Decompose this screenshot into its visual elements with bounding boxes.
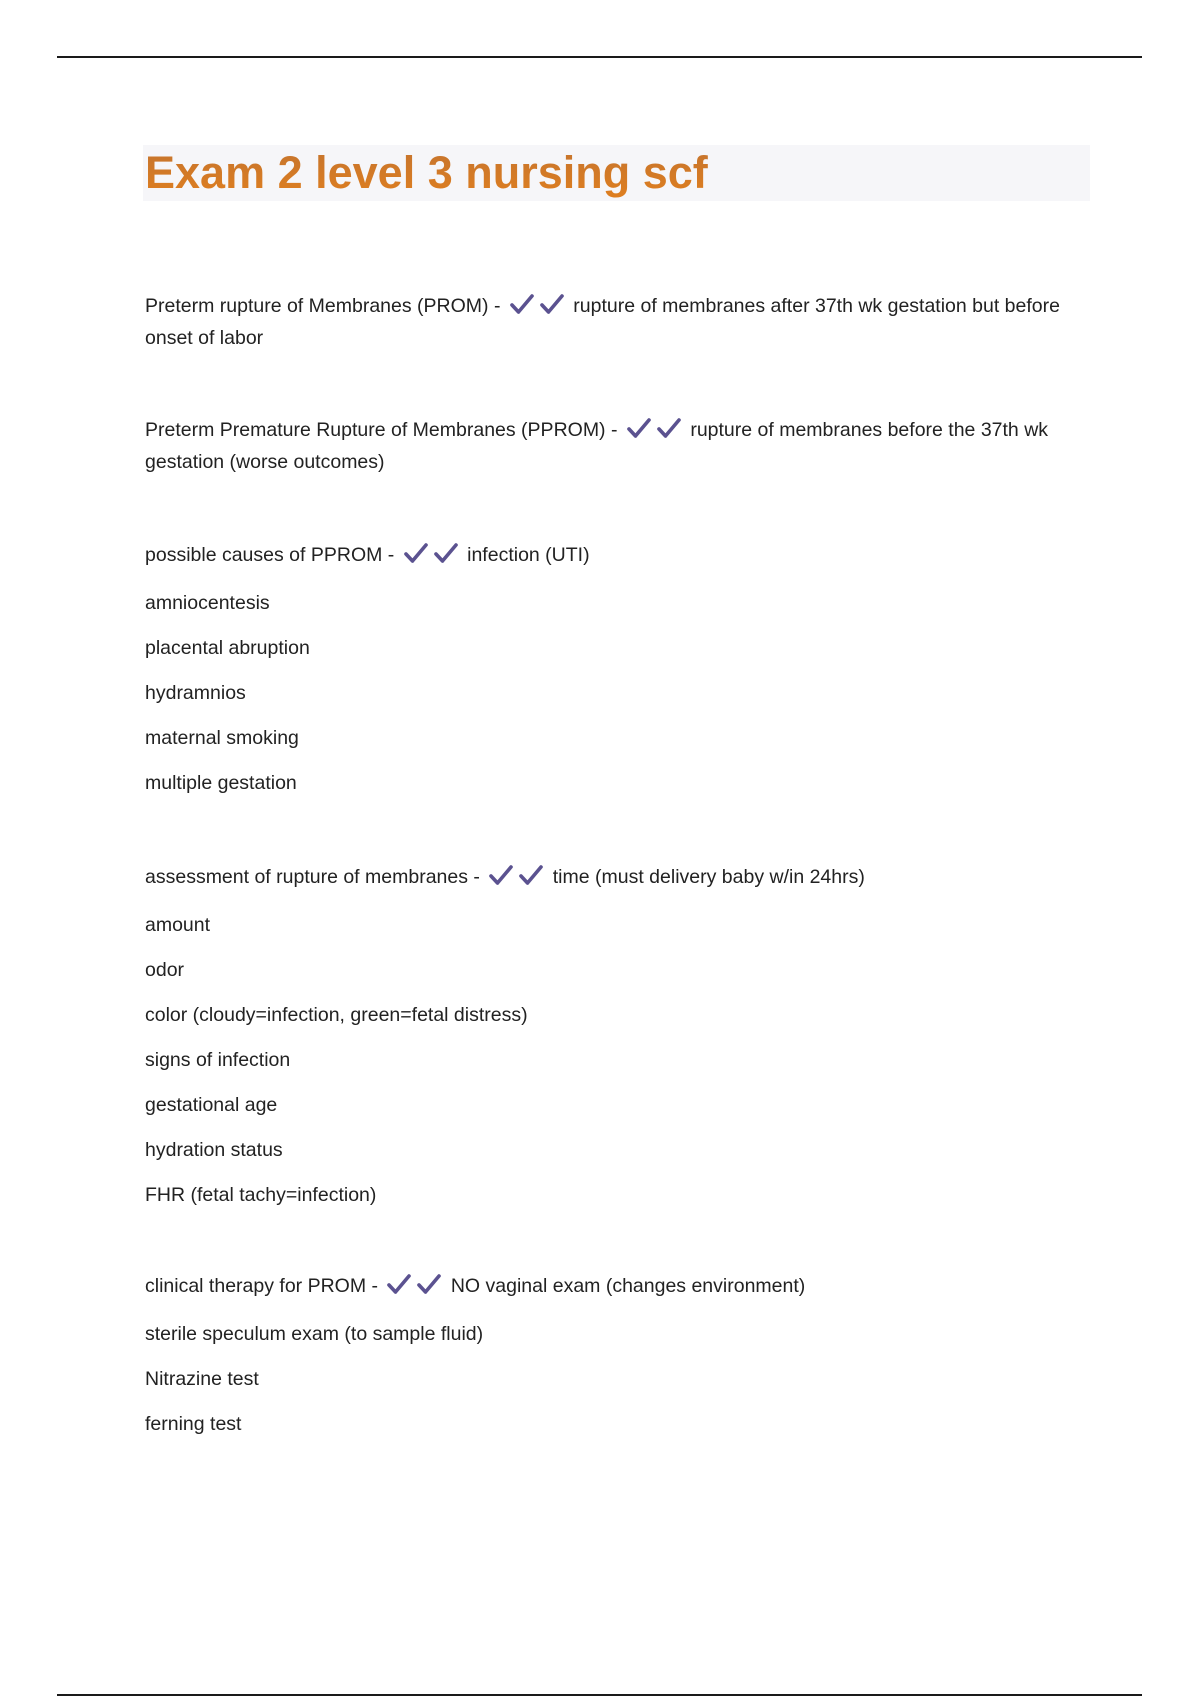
answer-line: hydration status	[145, 1139, 283, 1161]
checkmark-icon	[434, 542, 458, 564]
flashcard	[145, 541, 1095, 798]
flashcard-answer: rupture of membranes after 37th wk gestation but before onset of labor	[145, 295, 1060, 349]
separator: -	[610, 419, 618, 441]
flashcard-list	[145, 292, 1095, 1500]
flashcard-answer: infection (UTI)	[467, 544, 590, 566]
answer-line: amniocentesis	[145, 592, 270, 614]
checkmarks	[404, 542, 458, 573]
flashcard-entry	[145, 541, 1095, 573]
answer-line: FHR (fetal tachy=infection)	[145, 1184, 377, 1206]
checkmarks	[489, 864, 543, 895]
checkmarks	[387, 1273, 441, 1304]
answer-line: signs of infection	[145, 1049, 291, 1071]
checkmark-icon	[657, 417, 681, 439]
separator: -	[493, 295, 501, 317]
answer-line: gestational age	[145, 1094, 278, 1116]
flashcard-question: Preterm Premature Rupture of Membranes (PPROM)	[145, 419, 606, 441]
flashcard-question: Preterm rupture of Membranes (PROM)	[145, 295, 489, 317]
answer-line: multiple gestation	[145, 772, 297, 794]
checkmark-icon	[627, 417, 651, 439]
answer-line: placental abruption	[145, 637, 310, 659]
flashcard	[145, 292, 1095, 353]
checkmarks	[510, 293, 564, 324]
checkmark-icon	[489, 864, 513, 886]
flashcard-answer: NO vaginal exam (changes environment)	[450, 1275, 806, 1297]
separator: -	[473, 866, 480, 888]
header-rule	[57, 56, 1142, 58]
answer-line: sterile speculum exam (to sample fluid)	[145, 1323, 484, 1345]
answer-line: maternal smoking	[145, 727, 299, 749]
flashcard	[145, 416, 1095, 477]
flashcard-question: assessment of rupture of membranes	[145, 866, 468, 888]
page-title: Exam 2 level 3 nursing scf	[145, 147, 708, 198]
separator: -	[371, 1275, 378, 1297]
flashcard-entry	[145, 292, 1095, 353]
answer-line: ferning test	[145, 1413, 242, 1435]
flashcard-answer: rupture of membranes before the 37th wk gestation (worse outcomes)	[145, 419, 1049, 473]
answer-line: hydramnios	[145, 682, 246, 704]
checkmark-icon	[519, 864, 543, 886]
checkmark-icon	[387, 1273, 411, 1295]
flashcard-answer: time (must delivery baby w/in 24hrs)	[552, 866, 865, 888]
flashcard-question: possible causes of PPROM	[145, 544, 383, 566]
checkmark-icon	[417, 1273, 441, 1295]
checkmarks	[627, 417, 681, 448]
flashcard-entry	[145, 1272, 1095, 1304]
answer-line: Nitrazine test	[145, 1368, 259, 1390]
flashcard-question: clinical therapy for PROM	[145, 1275, 367, 1297]
answer-line: amount	[145, 914, 211, 936]
flashcard	[145, 863, 1095, 1210]
flashcard-entry	[145, 863, 1095, 895]
flashcard	[145, 1272, 1095, 1439]
footer-rule	[57, 1694, 1142, 1696]
answer-line: color (cloudy=infection, green=fetal distress)	[145, 1004, 528, 1026]
checkmark-icon	[510, 293, 534, 315]
checkmark-icon	[540, 293, 564, 315]
separator: -	[387, 544, 395, 566]
checkmark-icon	[404, 542, 428, 564]
flashcard-entry	[145, 416, 1095, 477]
answer-line: odor	[145, 959, 185, 981]
